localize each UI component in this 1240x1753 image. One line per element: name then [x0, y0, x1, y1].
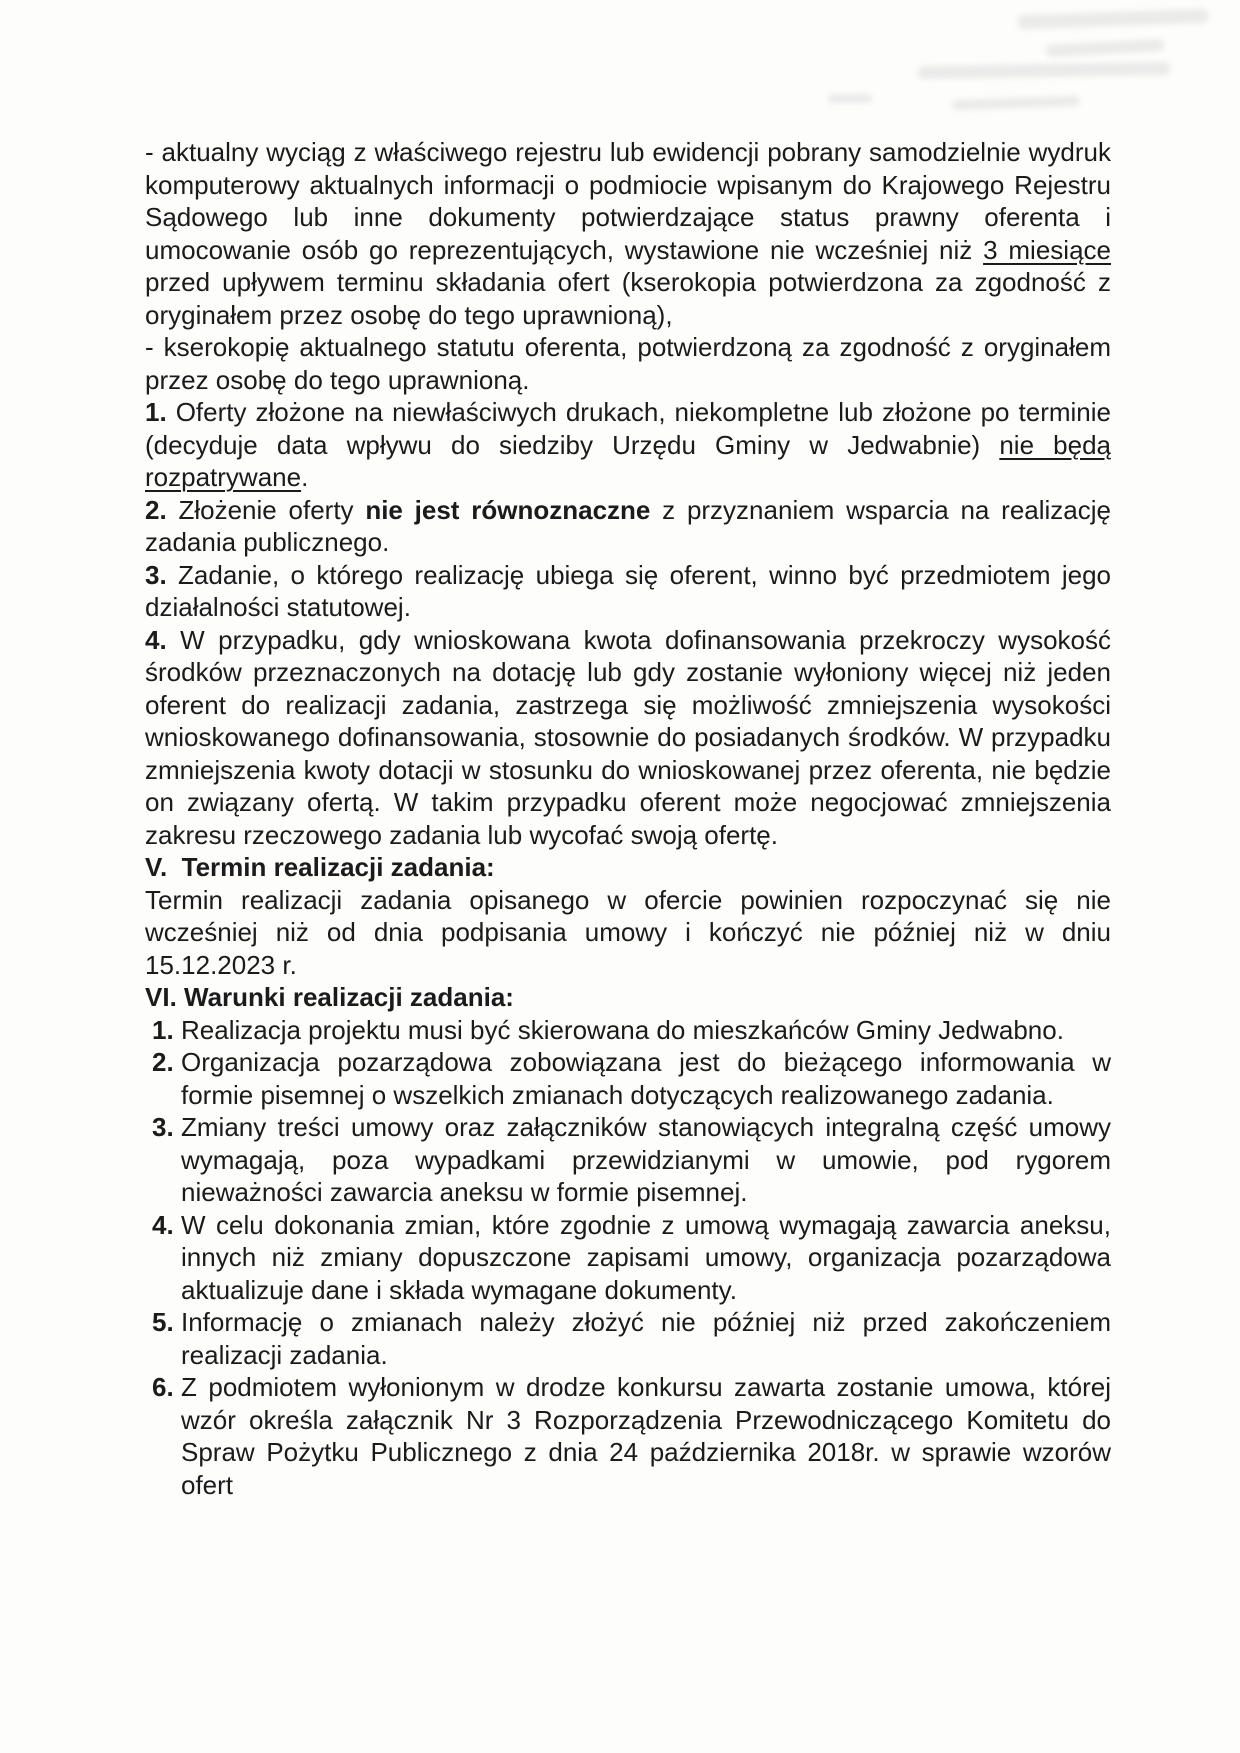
condition-item-2-number: 2. — [152, 1047, 174, 1077]
condition-item-5 — [145, 1306, 1111, 1371]
scan-bleed-artifact — [828, 94, 872, 103]
condition-item-6-number: 6. — [152, 1372, 174, 1402]
intro-paragraph-registry-extract: - aktualny wyciąg z właściwego rejestru lub ewidencji pobrany samodzielnie wydruk komputerowy aktualnych informacji o podmiocie wpisanym do Krajowego Rejestru Sądowego lub inne dokumenty potwierdzające status prawny oferenta i umocowanie osób go reprezentujących, wystawione nie wcześniej niż 3 miesiące przed upływem terminu składania ofert (kserokopia potwierdzona za zgodność z oryginałem przez osobę do tego uprawnioną), — [145, 137, 1111, 330]
document-text-block — [145, 136, 1111, 1501]
condition-item-3-text: Zmiany treści umowy oraz załączników stanowiących integralną część umowy wymagają, poza wypadkami przewidzianymi w umowie, pod rygorem nieważności zawarcia aneksu w formie pisemnej. — [181, 1112, 1111, 1207]
condition-item-2-text: Organizacja pozarządowa zobowiązana jest do bieżącego informowania w formie pisemnej o wszelkich zmianach dotyczących realizowanego zadania. — [181, 1047, 1111, 1110]
condition-item-4-text: W celu dokonania zmian, które zgodnie z umową wymagają zawarcia aneksu, innych niż zmiany dopuszczone zapisami umowy, organizacja pozarządowa aktualizuje dane i składa wymagane dokumenty. — [181, 1209, 1111, 1305]
condition-item-2 — [145, 1046, 1111, 1111]
condition-item-6-text: Z podmiotem wyłonionym w drodze konkursu zawarta zostanie umowa, której wzór określa załącznik Nr 3 Rozporządzenia Przewodniczącego Komitetu do Spraw Pożytku Publicznego z dnia 24 października 2018r. w sprawie wzorów ofert — [181, 1372, 1111, 1500]
rule-item-3: 3. Zadanie, o którego realizację ubiega się oferent, winno być przedmiotem jego działalności statutowej. — [145, 559, 1111, 622]
intro-paragraph-statute-copy: - kserokopię aktualnego statutu oferenta, potwierdzoną za zgodność z oryginałem przez osobę do tego uprawnioną. — [145, 332, 1111, 395]
section-vi-heading: VI. Warunki realizacji zadania: — [145, 982, 514, 1012]
condition-item-4 — [145, 1209, 1111, 1307]
condition-item-1-text: Realizacja projektu musi być skierowana do mieszkańców Gminy Jedwabno. — [181, 1014, 1064, 1045]
section-v-heading: V. Termin realizacji zadania: — [145, 852, 495, 882]
condition-item-3-number: 3. — [152, 1112, 174, 1142]
condition-item-1 — [145, 1014, 1111, 1047]
section-v-paragraph: Termin realizacji zadania opisanego w ofercie powinien rozpoczynać się nie wcześniej niż od dnia podpisania umowy i kończyć nie później niż w dniu 15.12.2023 r. — [145, 884, 1111, 980]
rule-item-1: 1. Oferty złożone na niewłaściwych drukach, niekompletne lub złożone po terminie (decyduje data wpływu do siedziby Urzędu Gminy w Jedwabnie) nie będą rozpatrywane. — [145, 397, 1111, 492]
condition-item-1-number: 1. — [152, 1014, 174, 1045]
condition-item-3 — [145, 1111, 1111, 1209]
scan-bleed-artifact — [918, 62, 1170, 79]
condition-item-5-number: 5. — [152, 1307, 174, 1337]
scan-bleed-artifact — [1018, 9, 1208, 30]
condition-item-4-number: 4. — [152, 1209, 174, 1240]
rule-item-2: 2. Złożenie oferty nie jest równoznaczne z przyznaniem wsparcia na realizację zadania publicznego. — [145, 494, 1111, 557]
scan-bleed-artifact — [952, 96, 1080, 110]
scan-bleed-artifact — [1046, 39, 1164, 57]
rule-item-4: 4. W przypadku, gdy wnioskowana kwota dofinansowania przekroczy wysokość środków przeznaczonych na dotację lub gdy zostanie wyłoniony więcej niż jeden oferent do realizacji zadania, zastrzega się możliwość zmniejszenia wysokości wnioskowanego dofinansowania, stosownie do posiadanych środków. W przypadku zmniejszenia kwoty dotacji w stosunku do wnioskowanej przez oferenta, nie będzie on związany ofertą. W takim przypadku oferent może negocjować zmniejszenia zakresu rzeczowego zadania lub wycofać swoją ofertę. — [145, 624, 1111, 850]
condition-item-5-text: Informację o zmianach należy złożyć nie później niż przed zakończeniem realizacji zadania. — [181, 1307, 1111, 1370]
condition-item-6 — [145, 1371, 1111, 1501]
